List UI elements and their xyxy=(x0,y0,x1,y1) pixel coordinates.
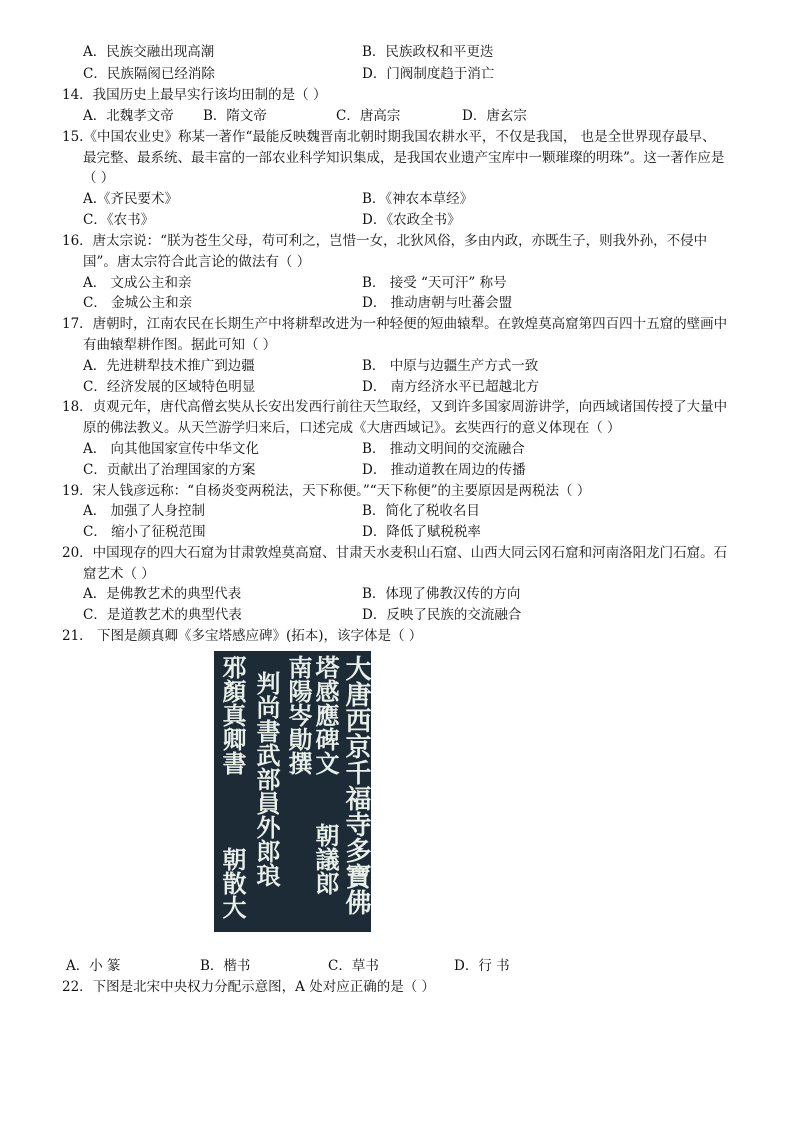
q17-option-a[interactable]: A．先进耕犁技术推广到边疆 xyxy=(83,358,255,374)
q20-stem-line1: 20．中国现存的四大石窟为甘肃敦煌莫高窟、甘肃天水麦积山石窟、山西大同云冈石窟和河南洛阳龙门石窟。石 xyxy=(62,545,728,561)
q21-stem: 21． 下图是颜真卿《多宝塔感应碑》(拓本)，该字体是（ ） xyxy=(62,628,423,644)
q13-option-c[interactable]: C．民族隔阂已经消除 xyxy=(83,66,215,82)
q18-option-a[interactable]: A． 向其他国家宣传中华文化 xyxy=(83,441,260,457)
q21-option-b[interactable]: B．楷书 xyxy=(200,958,251,974)
q13-option-d[interactable]: D．门阀制度趋于消亡 xyxy=(362,66,495,82)
rubbing-column-6: 邪顏真卿書 xyxy=(218,655,247,775)
q18-option-c[interactable]: C．贡献出了治理国家的方案 xyxy=(83,462,256,478)
q20-option-b[interactable]: B．体现了佛教汉传的方向 xyxy=(362,586,521,602)
q20-option-a[interactable]: A．是佛教艺术的典型代表 xyxy=(83,586,242,602)
q16-stem-line1: 16．唐太宗说：“朕为苍生父母，苟可利之，岂惜一女，北狄风俗，多由内政，亦既生子，则我外孙，不侵中 xyxy=(62,233,708,249)
q18-stem-line1: 18．贞观元年，唐代高僧玄奘从长安出发西行前往天竺取经，又到许多国家周游讲学，向西域诸国传授了大量中 xyxy=(62,399,728,415)
q20-stem-line2: 窟艺术（ ） xyxy=(83,566,155,582)
q16-option-d[interactable]: D． 推动唐朝与吐蕃会盟 xyxy=(362,295,513,311)
q19-option-c[interactable]: C． 缩小了征税范围 xyxy=(83,524,206,540)
q19-option-d[interactable]: D．降低了赋税税率 xyxy=(362,524,481,540)
q14-option-c[interactable]: C．唐高宗 xyxy=(336,108,401,124)
q21-option-c[interactable]: C．草书 xyxy=(328,958,379,974)
q22-stem: 22．下图是北宋中央权力分配示意图，A 处对应正确的是（ ） xyxy=(62,979,436,995)
q17-stem-line1: 17．唐朝时，江南农民在长期生产中将耕犁改进为一种轻便的短曲辕犁。在敦煌莫高窟第四百四十五窟的壁画中 xyxy=(62,316,728,332)
q17-option-d[interactable]: D． 南方经济水平已超越北方 xyxy=(362,379,540,395)
stele-rubbing-image xyxy=(214,651,371,932)
q17-stem-line2: 有曲辕犁耕作图。据此可知（ ） xyxy=(83,337,277,353)
q20-option-d[interactable]: D．反映了民族的交流融合 xyxy=(362,607,522,623)
q19-stem: 19．宋人钱彦远称：“自杨炎变两税法，天下称便。”“天下称便”的主要原因是两税法（ ） xyxy=(62,483,591,499)
q13-option-b[interactable]: B．民族政权和平更迭 xyxy=(362,44,494,60)
q14-option-d[interactable]: D．唐玄宗 xyxy=(462,108,527,124)
q20-option-c[interactable]: C．是道教艺术的典型代表 xyxy=(83,607,242,623)
q15-stem-line2: 最完整、最系统、最丰富的一部农业科学知识集成，是我国农业遗产宝库中一颗璀璨的明珠”。这一著作应是 xyxy=(83,150,725,166)
q14-stem: 14．我国历史上最早实行该均田制的是（ ） xyxy=(62,87,327,103)
q15-stem-line3: （ ） xyxy=(83,170,115,186)
rubbing-column-5: 判尚書武部員外郎琅 xyxy=(252,671,281,887)
q16-option-a[interactable]: A． 文成公主和亲 xyxy=(83,275,192,291)
q15-stem-line1: 15.《中国农业史》称某一著作“最能反映魏晋南北朝时期我国农耕水平，不仅是我国， 也是全世界现存最早、 xyxy=(62,129,716,145)
q15-option-a[interactable]: A.《齐民要术》 xyxy=(83,191,179,207)
q18-option-b[interactable]: B． 推动文明间的交流融合 xyxy=(362,441,525,457)
q15-option-d[interactable]: D．《农政全书》 xyxy=(362,212,461,228)
q15-option-b[interactable]: B．《神农本草经》 xyxy=(362,191,474,207)
q17-option-c[interactable]: C．经济发展的区域特色明显 xyxy=(83,379,256,395)
q19-option-a[interactable]: A． 加强了人身控制 xyxy=(83,503,206,519)
q14-option-a[interactable]: A．北魏孝文帝 xyxy=(83,108,174,124)
q15-option-c[interactable]: C．《农书》 xyxy=(83,212,155,228)
q18-stem-line2: 原的佛法教义。从天竺游学归来后，口述完成《大唐西域记》。玄奘西行的意义体现在（ ） xyxy=(83,420,621,436)
q16-option-b[interactable]: B． 接受 “天可汗” 称号 xyxy=(362,275,507,291)
q17-option-b[interactable]: B． 中原与边疆生产方式一致 xyxy=(362,358,539,374)
q14-option-b[interactable]: B．隋文帝 xyxy=(203,108,267,124)
q18-option-d[interactable]: D． 推动道教在周边的传播 xyxy=(362,462,526,478)
q16-stem-line2: 国”。唐太宗符合此言论的做法有（ ） xyxy=(83,254,311,270)
q13-option-a[interactable]: A．民族交融出现高潮 xyxy=(83,44,215,60)
rubbing-column-1: 大唐西京千福寺多寶佛 xyxy=(341,655,371,915)
rubbing-column-7: 朝散大 xyxy=(218,847,247,919)
q16-option-c[interactable]: C． 金城公主和亲 xyxy=(83,295,193,311)
rubbing-column-3: 南陽岑勛撰 xyxy=(284,655,313,775)
rubbing-column-4: 朝議郎 xyxy=(311,823,340,895)
rubbing-column-2: 塔感應碑文 xyxy=(311,655,340,775)
q21-option-a[interactable]: A．小 篆 xyxy=(66,958,121,974)
q19-option-b[interactable]: B．简化了税收名目 xyxy=(362,503,480,519)
q21-option-d[interactable]: D．行 书 xyxy=(454,958,510,974)
